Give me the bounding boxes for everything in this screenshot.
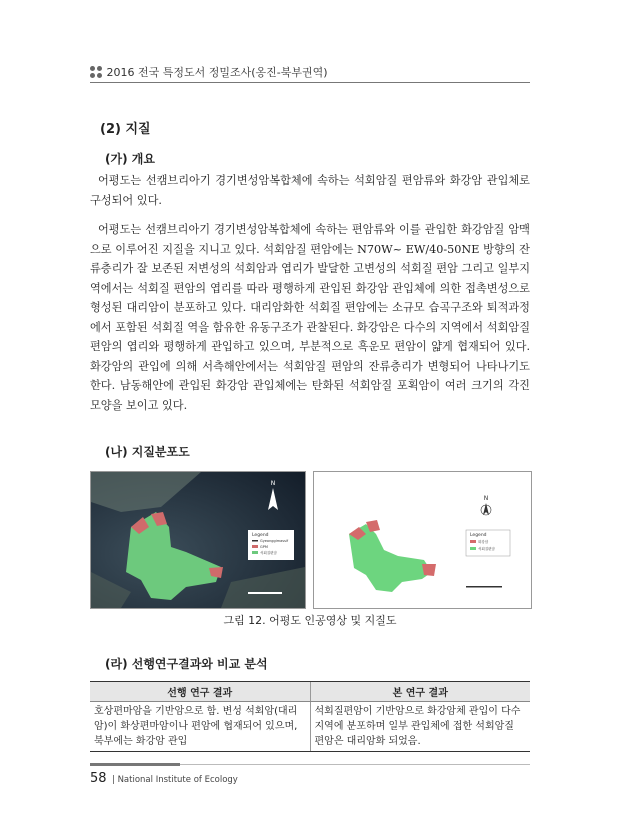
comparison-table <box>90 681 530 752</box>
right-legend-item: 석회질편암 <box>478 547 495 551</box>
footer-org <box>112 775 238 785</box>
header-rule <box>90 82 530 83</box>
right-legend-title: Legend <box>470 533 487 538</box>
subsection-heading-geomap: (나) 지질분포도 <box>105 445 190 459</box>
left-legend-item: GPM <box>260 545 268 549</box>
geologic-map <box>313 471 532 609</box>
right-legend-item: 화강암 <box>478 540 489 544</box>
footer-org-name: National Institute of Ecology <box>117 775 238 785</box>
overview-paragraph-2: 어평도는 선캠브리아기 경기변성암복합체에 속하는 편암류와 이를 관입한 화강암질 암맥으로 이루어진 지질을 지니고 있다. 석회암질 편암에는 N70W~ EW/40-50NE 방향의 잔류층리가 잘 보존된 저변성의 석회암과 엽리가 발달한 고변성의 석회질 편암 그리고 일부지역에서는 석회질 편암의 엽리를 따라 평행하게 관입된 화강암 관입체에 의한 접촉변성으로 형성된 대리암이 분포하고 있다. 대리암화한 석회질 편암에는 소규모 습곡구조와 퇴적과정에서 포함된 석회질 역을 함유한 유동구조가 관찰된다. 화강암은 다수의 지역에서 석회암질 편암의 엽리와 평행하게 관입하고 있으며, 부분적으로 흑운모 편암이 얇게 협재되어 있다. 화강암의 관입에 의해 서측해안에서는 석회암질 편암의 잔류층리가 변형되어 나타나기도 한다. 남동해안에 관입된 화강암 관입체에는 탄화된 석회암질 포획암이 여러 크기의 각진 모양을 보이고 있다. <box>90 223 530 412</box>
scale-bar <box>466 586 502 588</box>
left-legend-item: Gyeonggimassif <box>260 539 289 543</box>
running-header-title: 2016 전국 특정도서 정밀조사(옹진-북부권역) <box>106 66 328 79</box>
figure-caption: 그림 12. 어평도 인공영상 및 지질도 <box>223 614 397 627</box>
page-number: 58 <box>90 771 107 786</box>
bullet-dots-icon <box>90 66 102 78</box>
table-row <box>90 702 530 752</box>
footer-accent-bar <box>90 763 180 766</box>
subsection-heading-comparison: (라) 선행연구결과와 비교 분석 <box>105 657 268 671</box>
table-header: 선행 연구 결과 <box>90 682 310 702</box>
table-header: 본 연구 결과 <box>310 682 530 702</box>
table-cell: 석회질편암이 기반암으로 화강암체 관입이 다수 지역에 분포하며 일부 관입체에 접한 석회암질 편암은 대리암화 되었음. <box>310 702 530 752</box>
section-heading: (2) 지질 <box>100 122 151 137</box>
left-legend-title: Legend <box>252 533 269 538</box>
subsection-heading-overview: (가) 개요 <box>105 152 155 166</box>
scale-bar <box>248 592 282 594</box>
north-arrow-icon <box>481 495 491 515</box>
satellite-map-graphic <box>91 472 305 608</box>
table-header-row <box>90 682 530 702</box>
left-legend-item: 석회질편암 <box>260 551 277 555</box>
footer-separator: | <box>112 775 115 785</box>
running-header <box>90 64 328 80</box>
satellite-image <box>90 471 306 609</box>
table-cell: 호상편마암을 기반암으로 함. 변성 석회암(대리암)이 화상편마암이나 편암에 협재되어 있으며, 북부에는 화강암 관입 <box>90 702 310 752</box>
overview-paragraph-1: 어평도는 선캠브리아기 경기변성암복합체에 속하는 석회암질 편암류와 화강암 관입체로 구성되어 있다. <box>90 174 530 207</box>
svg-text:N: N <box>270 480 276 487</box>
geologic-map-graphic <box>314 472 531 608</box>
svg-text:N: N <box>483 495 489 502</box>
